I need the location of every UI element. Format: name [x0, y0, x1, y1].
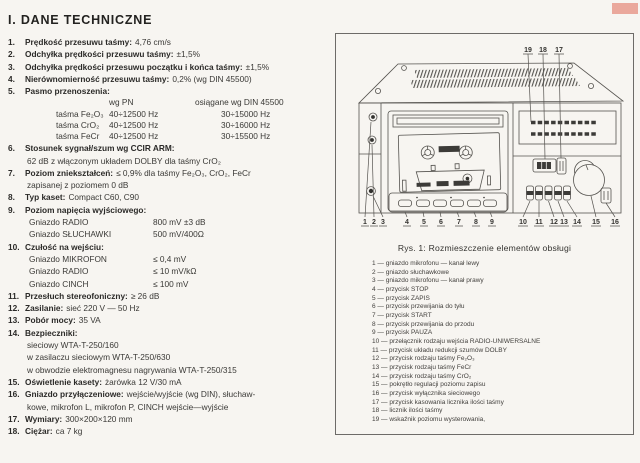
- vu-meter: [519, 111, 616, 144]
- callout-7: 7: [457, 219, 461, 226]
- spec-item-12: [8, 302, 328, 314]
- spec-item-14: [8, 327, 328, 376]
- spec-item-18: [8, 425, 328, 437]
- socket-name: Gniazdo RADIO: [29, 266, 89, 277]
- callout-8: 8: [474, 219, 478, 226]
- spec-item-4: [8, 73, 328, 85]
- spec-item-13: [8, 314, 328, 326]
- legend-item: 13 — przycisk rodzaju taśmy FeCr: [372, 363, 472, 371]
- callout-15: 15: [592, 219, 600, 226]
- spec-item-2: [8, 48, 328, 60]
- callout-17: 17: [555, 47, 563, 54]
- spec-label: Czułość na wejściu:: [25, 241, 104, 252]
- spec-label: Nierównomierność przesuwu taśmy:: [25, 73, 170, 84]
- fuse-line: sieciowy WTA-T-250/160: [27, 340, 119, 351]
- microphone-jack-left: [369, 113, 377, 121]
- legend-item: 7 — przycisk START: [372, 311, 432, 319]
- legend-item: 19 — wskaźnik poziomu wysterowania,: [372, 415, 486, 423]
- tape-counter: [533, 159, 556, 172]
- tape-type: taśma CrO₂: [56, 119, 100, 130]
- socket-spec: [25, 228, 328, 240]
- spec-value: ca 7 kg: [55, 426, 83, 437]
- tape-type: taśma FeCr: [56, 131, 100, 142]
- spec-number: 13.: [8, 315, 20, 326]
- callout-10: 10: [519, 219, 527, 226]
- spec-label: Wymiary:: [25, 413, 63, 424]
- legend-item: 5 — przycisk ZAPIS: [372, 294, 430, 302]
- spec-number: 11.: [8, 290, 20, 301]
- spec-item-10: [8, 241, 328, 290]
- spec-number: 8.: [8, 192, 15, 203]
- spec-label: Pasmo przenoszenia:: [25, 86, 110, 97]
- spec-item-5: [8, 85, 328, 97]
- spec-value: 4,76 cm/s: [134, 37, 171, 47]
- legend-item: 12 — przycisk rodzaju taśmy Fe₂O₃: [372, 355, 475, 363]
- callout-2: 2: [372, 219, 376, 226]
- callout-16: 16: [611, 219, 619, 226]
- section-heading: I. DANE TECHNICZNE: [8, 13, 153, 27]
- legend-item: 15 — pokrętło regulacji poziomu zapisu: [372, 381, 486, 389]
- spec-label: Prędkość przesuwu taśmy:: [25, 37, 132, 47]
- transport-buttons: [389, 193, 507, 212]
- table-row: [25, 109, 328, 120]
- spec-number: 2.: [8, 49, 15, 60]
- spec-number: 10.: [8, 241, 20, 252]
- record-level-knob: [574, 161, 605, 196]
- range-pn: 40÷12500 Hz: [109, 131, 159, 142]
- legend-item: 1 — gniazdo mikrofonu — kanał lewy: [372, 260, 480, 267]
- socket-name: Gniazdo MIKROFON: [29, 253, 107, 264]
- range-pn: 40÷12500 Hz: [109, 108, 159, 119]
- vent-slots: [410, 78, 580, 88]
- spec-value: ±1,5%: [176, 49, 200, 60]
- spec-number: 5.: [8, 86, 15, 97]
- screw-icon: [402, 66, 407, 71]
- socket-spec: [25, 265, 328, 277]
- legend-item: 3 — gniazdo mikrofonu — kanał prawy: [372, 277, 484, 285]
- spec-value: sieć 220 V — 50 Hz: [66, 303, 140, 314]
- power-switch: [601, 188, 611, 203]
- cassette: [398, 133, 500, 193]
- screw-icon: [568, 64, 573, 69]
- legend-item: 9 — przycisk PAUZA: [372, 329, 433, 337]
- spec-number: 16.: [8, 389, 20, 400]
- start-button: [451, 200, 464, 207]
- figure-caption: Rys. 1: Rozmieszczenie elementów obsługi: [397, 243, 572, 253]
- socket-value: ≤ 0,4 mV: [153, 253, 187, 264]
- table-row: [25, 131, 328, 142]
- legend-item: 17 — przycisk kasowania licznika ilości taśmy: [372, 398, 504, 406]
- spec-number: 9.: [8, 204, 15, 215]
- callout-12: 12: [550, 219, 558, 226]
- cassette-deck-diagram: [336, 34, 633, 234]
- socket-spec: [25, 216, 328, 228]
- spec-item-1: [8, 36, 328, 48]
- spec-item-17: [8, 413, 328, 425]
- spec-number: 7.: [8, 167, 15, 178]
- callout-9: 9: [490, 219, 494, 226]
- callout-4: 4: [405, 219, 409, 226]
- pause-button: [484, 200, 497, 207]
- spec-value: wejście/wyjście (wg DIN), słuchaw-: [126, 389, 256, 400]
- spec-item-11: [8, 290, 328, 302]
- legend-item: 10 — przełącznik rodzaju wejścia RADIO-UNIWERSALNE: [372, 337, 541, 345]
- spec-value: 0,2% (wg DIN 45500): [172, 73, 252, 84]
- spec-number: 17.: [8, 413, 20, 424]
- figure-legend: [372, 260, 540, 424]
- figure-panel: [335, 33, 634, 435]
- col-header-din: osiągane wg DIN 45500: [195, 97, 284, 108]
- spec-label: Typ kaset:: [25, 192, 66, 203]
- spec-item-8: [8, 191, 328, 203]
- fuse-line: w obwodzie elektromagnesu nagrywania WTA-T-250/315: [27, 364, 237, 375]
- scan-color-mark: [612, 3, 638, 14]
- table-row: [25, 120, 328, 131]
- legend-item: 16 — przycisk wyłącznika sieciowego: [372, 389, 481, 397]
- socket-name: Gniazdo RADIO: [29, 217, 89, 228]
- spec-label: Stosunek sygnał/szum wg CCIR ARM:: [25, 143, 175, 154]
- callout-14: 14: [573, 219, 581, 226]
- legend-item: 8 — przycisk przewijania do przodu: [372, 320, 475, 328]
- callout-13: 13: [560, 219, 568, 226]
- spec-number: 14.: [8, 327, 20, 338]
- technical-data-section: [8, 13, 328, 437]
- range-din: 30÷15500 Hz: [221, 131, 271, 142]
- spec-label: Zasilanie:: [25, 303, 64, 314]
- callout-6: 6: [439, 219, 443, 226]
- socket-value: ≤ 100 mV: [153, 278, 189, 289]
- socket-value: 500 mV/400Ω: [153, 229, 204, 240]
- cassette-compartment: [388, 111, 508, 211]
- legend-item: 2 — gniazdo słuchawkowe: [372, 268, 449, 276]
- spec-value: żarówka 12 V/30 mA: [105, 376, 182, 387]
- spec-label: Pobór mocy:: [25, 315, 76, 326]
- fuse-line: w zasilaczu sieciowym WTA-T-250/630: [27, 352, 171, 363]
- tape-type: taśma Fe₂O₃: [56, 108, 104, 119]
- screw-icon: [588, 83, 593, 88]
- spec-value: ≤ 0,9% dla taśmy Fe₂O₃, CrO₂, FeCr: [116, 167, 251, 178]
- spec-label: Bezpieczniki:: [25, 327, 78, 338]
- spec-label: Gniazdo przyłączeniowe:: [25, 389, 124, 400]
- vent-slots: [414, 68, 573, 78]
- range-din: 30÷16000 Hz: [221, 119, 271, 130]
- fast-forward-button: [468, 200, 481, 207]
- spec-value: ±1,5%: [245, 61, 270, 72]
- spec-label: Przesłuch stereofoniczny:: [25, 290, 128, 301]
- spec-number: 4.: [8, 73, 15, 84]
- spec-number: 6.: [8, 143, 15, 154]
- stop-button: [399, 200, 412, 207]
- spec-value: 35 VA: [78, 315, 101, 326]
- spec-line: kowe, mikrofon L, mikrofon P, CINCH wejście—wyjście: [27, 401, 229, 412]
- callout-1: 1: [363, 219, 367, 226]
- socket-value: ≤ 10 mV/kΩ: [153, 266, 197, 277]
- spec-label: Poziom napięcia wyjściowego:: [25, 204, 147, 215]
- socket-name: Gniazdo CINCH: [29, 278, 89, 289]
- socket-value: 800 mV ±3 dB: [153, 217, 206, 228]
- spec-number: 3.: [8, 61, 15, 72]
- spec-line: zapisanej z poziomem 0 dB: [27, 180, 129, 191]
- rewind-button: [434, 200, 447, 207]
- selector-switches: [527, 186, 571, 200]
- spec-label: Oświetlenie kasety:: [25, 376, 103, 387]
- callout-18: 18: [539, 47, 547, 54]
- legend-item: 18 — licznik ilości taśmy: [372, 407, 443, 415]
- spec-value: ≥ 26 dB: [130, 290, 160, 301]
- legend-item: 6 — przycisk przewijania do tyłu: [372, 303, 465, 311]
- callout-19: 19: [524, 47, 532, 54]
- spec-item-3: [8, 61, 328, 73]
- range-pn: 40÷12500 Hz: [109, 119, 159, 130]
- spec-item-7: [8, 167, 328, 192]
- spec-value: Compact C60, C90: [68, 192, 139, 203]
- spec-item-15: [8, 376, 328, 388]
- callout-11: 11: [535, 219, 543, 226]
- screw-icon: [375, 88, 380, 93]
- legend-item: 4 — przycisk STOP: [372, 285, 429, 293]
- spec-number: 1.: [8, 37, 15, 47]
- spec-label: Ciężar:: [25, 426, 53, 437]
- spec-line: 62 dB z włączonym układem DOLBY dla taśmy CrO₂: [27, 155, 221, 166]
- frequency-response-table: [8, 97, 328, 142]
- socket-spec: [25, 253, 328, 265]
- microphone-jack-right: [367, 187, 376, 196]
- range-din: 30÷15000 Hz: [221, 108, 271, 119]
- counter-reset-button: [557, 158, 566, 174]
- headphone-jack: [368, 136, 376, 144]
- spec-label: Odchyłka prędkości przesuwu początku i końca taśmy:: [25, 61, 243, 72]
- spec-label: Poziom zniekształceń:: [25, 167, 114, 178]
- spec-number: 18.: [8, 426, 20, 437]
- callout-5: 5: [422, 219, 426, 226]
- table-header: [25, 97, 328, 108]
- spec-value: 300×200×120 mm: [65, 413, 133, 424]
- front-panel: [359, 103, 621, 213]
- record-button: [417, 200, 430, 207]
- socket-spec: [25, 278, 328, 290]
- col-header-pn: wg PN: [109, 97, 134, 108]
- socket-name: Gniazdo SŁUCHAWKI: [29, 229, 112, 240]
- cassette-label: [439, 146, 460, 153]
- callout-3: 3: [381, 219, 385, 226]
- spec-number: 12.: [8, 303, 20, 314]
- spec-item-16: [8, 388, 328, 413]
- spec-item-6: [8, 142, 328, 167]
- spec-item-9: [8, 204, 328, 241]
- legend-item: 14 — przycisk rodzaju taśmy CrO₂: [372, 372, 472, 380]
- legend-item: 11 — przycisk układu redukcji szumów DOLBY: [372, 346, 507, 354]
- spec-number: 15.: [8, 376, 20, 387]
- spec-label: Odchyłka prędkości przesuwu taśmy:: [25, 49, 174, 60]
